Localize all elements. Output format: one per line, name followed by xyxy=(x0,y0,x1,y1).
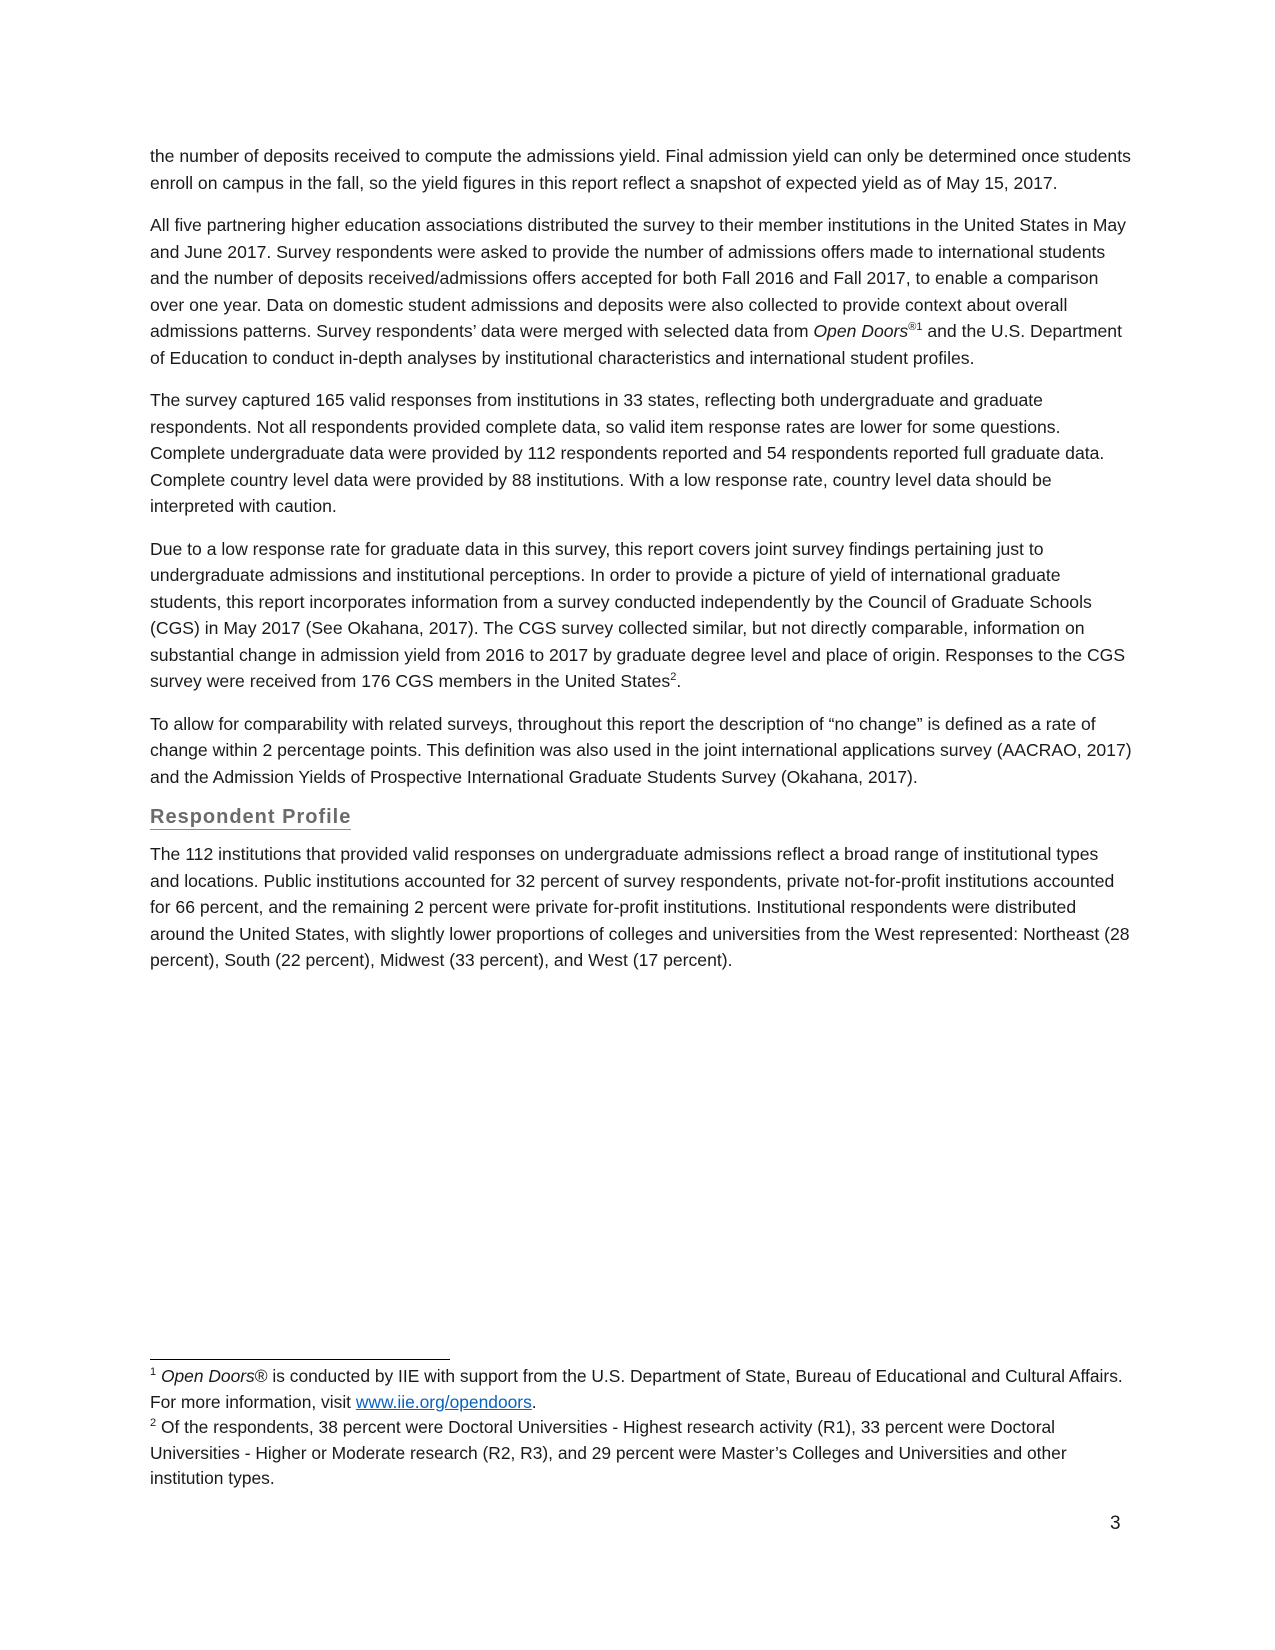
footnote-2-marker: 2 xyxy=(150,1417,157,1430)
footnote-separator xyxy=(150,1359,450,1360)
footnote-1-text-b: . xyxy=(531,1391,537,1412)
paragraph-graduate-data xyxy=(150,536,1132,695)
footnotes xyxy=(150,1364,1132,1492)
paragraph-responses: The survey captured 165 valid responses from institutions in 33 states, reflecting both undergraduate and graduate respondents. Not all respondents provided complete data, so valid item response rates are lower for some questions. Complete undergraduate data were provided by 112 respondents reported and 54 respondents reported full graduate data. Complete country level data were provided by 88 institutions. With a low response rate, country level data should be interpreted with caution. xyxy=(150,390,1105,516)
paragraph-yield-method: the number of deposits received to compute the admissions yield. Final admission yield can only be determined once students enroll on campus in the fall, so the yield figures in this report reflect a snapshot of expected yield as of May 15, 2017. xyxy=(150,146,1131,193)
footnote-1-text-a: ® is conducted by IIE with support from the U.S. Department of State, Bureau of Educational and Cultural Affairs. For more information, visit xyxy=(150,1366,1123,1412)
paragraph-survey-distribution-text-a: All five partnering higher education associations distributed the survey to their member institutions in the United States in May and June 2017. Survey respondents were asked to provide the number of admissions offers made to international students and the number of deposits received/admissions offers accepted for both Fall 2016 and Fall 2017, to enable a comparison over one year. Data on domestic student admissions and deposits were also collected to provide context about overall admissions patterns. Survey respondents’ data were merged with selected data from xyxy=(150,215,1126,341)
section-heading-text: Respondent Profile xyxy=(150,806,352,828)
footnote-2 xyxy=(150,1415,1132,1492)
page-number: 3 xyxy=(1110,1513,1121,1534)
footnote-2-text: Of the respondents, 38 percent were Doctoral Universities - Highest research activity (R1), 33 percent were Doctoral Universities - Higher or Moderate research (R2, R3), and 29 percent were Master’s Colleges and Universities and other institution types. xyxy=(150,1417,1067,1488)
opendoors-link[interactable]: www.iie.org/opendoors xyxy=(355,1391,532,1412)
paragraph-no-change-definition: To allow for comparability with related surveys, throughout this report the description of “no change” is defined as a rate of change within 2 percentage points. This definition was also used in the joint international applications survey (AACRAO, 2017) and the Admission Yields of Prospective International Graduate Students Survey (Okahana, 2017). xyxy=(150,713,1132,787)
footnote-1-open-doors: Open Doors xyxy=(160,1366,255,1386)
section-heading xyxy=(150,806,1132,829)
paragraph-respondent-profile: The 112 institutions that provided valid responses on undergraduate admissions reflect a broad range of institutional types and locations. Public institutions accounted for 32 percent of survey respondents, private not-for-profit institutions accounted for 66 percent, and the remaining 2 percent were private for-profit institutions. Institutional respondents were distributed around the United States, with slightly lower proportions of colleges and universities from the West represented: Northeast (28 percent), South (22 percent), Midwest (33 percent), and West (17 percent). xyxy=(150,844,1130,970)
footnote-1-marker: 1 xyxy=(150,1366,157,1379)
paragraph-survey-distribution-text-b: and the U.S. Department of Education to conduct in-depth analyses by institutional characteristics and international student profiles. xyxy=(150,321,1122,368)
paragraph-graduate-data-text-b: . xyxy=(676,671,682,691)
document-body xyxy=(150,143,1132,990)
paragraph-graduate-data-text-a: Due to a low response rate for graduate data in this survey, this report covers joint survey findings pertaining just to undergraduate admissions and institutional perceptions. In order to provide a picture of yield of international graduate students, this report incorporates information from a survey conducted independently by the Council of Graduate Schools (CGS) in May 2017 (See Okahana, 2017). The CGS survey collected similar, but not directly comparable, information on substantial change in admission yield from 2016 to 2017 by graduate degree level and place of origin. Responses to the CGS survey were received from 176 CGS members in the United States xyxy=(150,538,1126,691)
paragraph-survey-distribution xyxy=(150,212,1132,371)
footnote-ref-1[interactable]: ®1 xyxy=(908,321,923,334)
footnote-ref-2[interactable]: 2 xyxy=(670,671,677,684)
open-doors-title: Open Doors xyxy=(813,321,909,341)
footnote-1 xyxy=(150,1364,1132,1415)
